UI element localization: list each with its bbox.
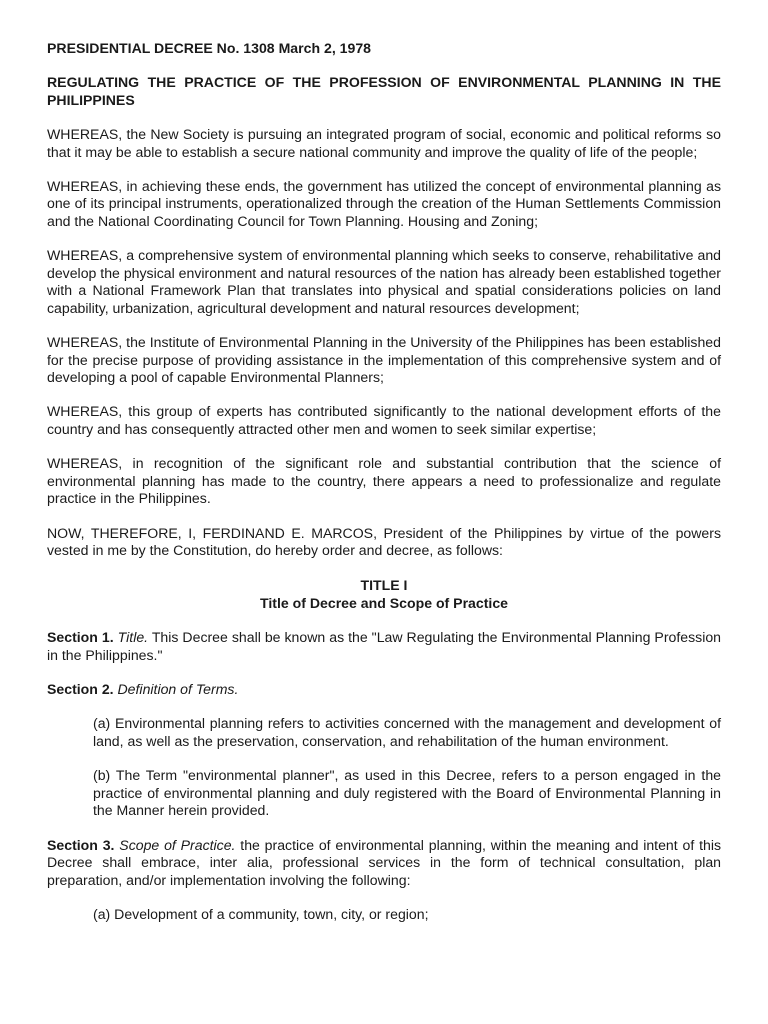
- title-i-subheading: Title of Decree and Scope of Practice: [259, 595, 509, 612]
- section-3-item-a: (a) Development of a community, town, city, or region;: [93, 905, 429, 922]
- whereas-paragraph-6: WHEREAS, in recognition of the significant role and substantial contribution that the science of environmental planning has made to the country, there appears a need to professionalize and regulate practice in the Philippines.: [47, 455, 721, 507]
- section-1-text: This Decree shall be known as the "Law Regulating the Environmental Planning Profession in the Philippines.": [47, 629, 722, 663]
- section-2-item-a: (a) Environmental planning refers to activities concerned with the management and development of land, as well as the preservation, conservation, and rehabilitation of the human environment.: [93, 715, 721, 749]
- document-page: [47, 40, 721, 940]
- section-3-text: the practice of environmental planning, within the meaning and intent of this Decree shall embrace, inter alia, professional services in the form of technical consultation, plan preparation, and/or implementation involving the following:: [47, 836, 721, 888]
- decree-number-heading: PRESIDENTIAL DECREE No. 1308 March 2, 1978: [47, 40, 372, 56]
- section-3-title: Scope of Practice.: [119, 836, 236, 853]
- whereas-paragraph-5: WHEREAS, this group of experts has contributed significantly to the national development efforts of the country and has consequently attracted other men and women to seek similar expertise;: [47, 403, 721, 438]
- whereas-paragraph-2: WHEREAS, in achieving these ends, the government has utilized the concept of environmental planning as one of its principal instruments, operationalized through the creation of the Human Settlements Commission and the National Coordinating Council for Town Planning. Housing and Zoning;: [47, 177, 721, 229]
- section-2-item-b: (b) The Term "environmental planner", as used in this Decree, refers to a person engaged in the practice of environmental planning and duly registered with the Board of Environmental Planning in the Manner herein provided.: [93, 767, 721, 819]
- section-2: [47, 681, 721, 699]
- whereas-paragraph-3: WHEREAS, a comprehensive system of environmental planning which seeks to conserve, rehabilitative and develop the physical environment and natural resources of the nation has already been established together with a National Framework Plan that translates into physical and spatial considerations policies on land capability, urbanization, agricultural development and natural resources development;: [47, 247, 721, 316]
- section-1: [47, 629, 721, 664]
- section-1-title: Title.: [117, 629, 149, 646]
- title-i-block: [47, 576, 721, 612]
- section-3: [47, 837, 721, 890]
- title-i-heading: TITLE I: [360, 577, 408, 594]
- decree-subject-heading: REGULATING THE PRACTICE OF THE PROFESSION OF ENVIRONMENTAL PLANNING IN THE PHILIPPINES: [47, 74, 721, 108]
- section-3-label: Section 3.: [47, 836, 115, 853]
- section-1-label: Section 1.: [47, 629, 114, 646]
- whereas-paragraph-1: WHEREAS, the New Society is pursuing an integrated program of social, economic and political reforms so that it may be able to establish a secure national community and improve the quality of life of the people;: [47, 125, 721, 160]
- whereas-paragraph-4: WHEREAS, the Institute of Environmental Planning in the University of the Philippines has been established for the precise purpose of providing assistance in the implementation of this comprehensive system and of developing a pool of capable Environmental Planners;: [47, 334, 721, 386]
- now-therefore-paragraph: NOW, THEREFORE, I, FERDINAND E. MARCOS, President of the Philippines by virtue of the powers vested in me by the Constitution, do hereby order and decree, as follows:: [47, 524, 721, 559]
- section-2-label: Section 2.: [47, 681, 114, 698]
- section-2-title: Definition of Terms.: [117, 681, 239, 698]
